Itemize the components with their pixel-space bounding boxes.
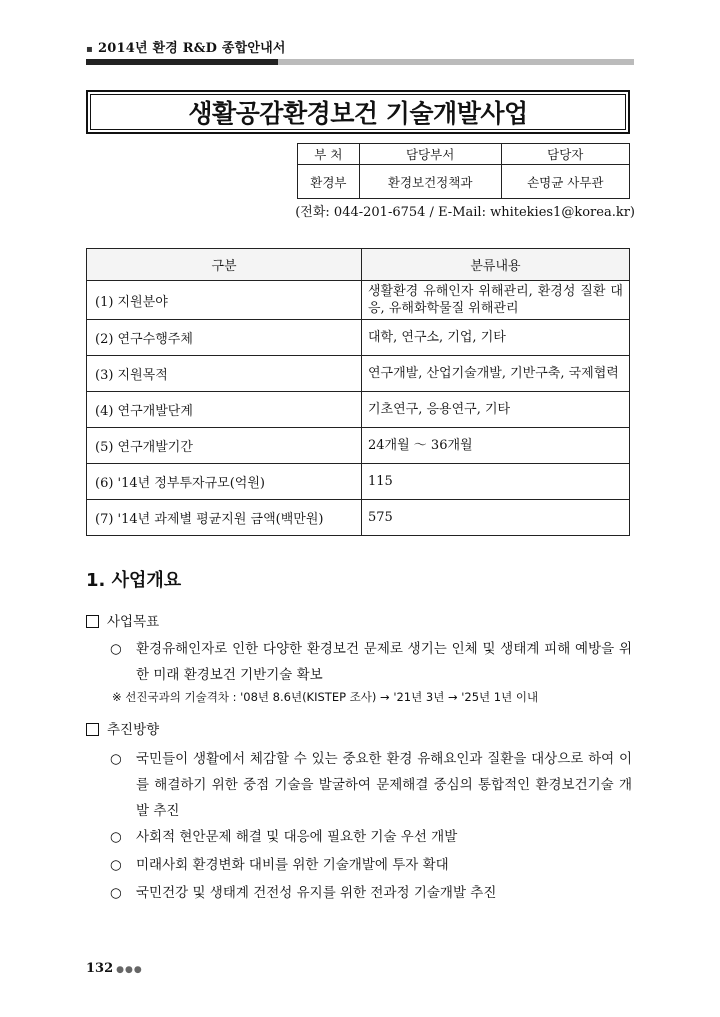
direction-bullet-text: 사회적 현안문제 해결 및 대응에 필요한 기술 우선 개발 — [136, 829, 458, 845]
header-marker: ▪ — [86, 44, 93, 55]
info-header-row — [87, 249, 630, 281]
direction-heading-text: 추진방향 — [107, 722, 160, 738]
table-row — [87, 464, 630, 500]
dept-header-ministry: 부 처 — [298, 144, 360, 165]
dept-ministry: 환경부 — [298, 165, 360, 199]
circle-bullet-icon: ○ — [110, 857, 122, 873]
checkbox-square-icon — [86, 615, 99, 628]
dept-header-officer: 담당자 — [501, 144, 629, 165]
department-table — [297, 143, 630, 199]
checkbox-square-icon — [86, 723, 99, 736]
circle-bullet-icon: ○ — [110, 885, 122, 901]
header-text: 2014년 환경 R&D 종합안내서 — [97, 41, 286, 56]
running-header — [86, 37, 634, 56]
circle-bullet-icon: ○ — [110, 751, 122, 767]
department-header-row — [298, 144, 630, 165]
direction-bullet-text: 국민들이 생활에서 체감할 수 있는 중요한 환경 유해요인과 질환을 대상으로 하여 이를 해결하기 위한 중점 기술을 발굴하여 문제해결 중심의 통합적인 환경보건기술 개발 추진 — [136, 751, 632, 819]
info-header-content: 분류내용 — [362, 249, 630, 281]
page-title: 생활공감환경보건 기술개발사업 — [188, 99, 528, 128]
row-value: 기초연구, 응용연구, 기타 — [362, 392, 630, 428]
table-row — [87, 392, 630, 428]
table-row — [87, 500, 630, 536]
row-value: 115 — [362, 464, 630, 500]
page-footer — [86, 961, 143, 976]
page-number: 132 — [86, 961, 114, 976]
circle-bullet-icon: ○ — [110, 829, 122, 845]
footer-dots-icon: ●●● — [116, 965, 143, 975]
direction-bullet-text: 국민건강 및 생태계 건전성 유지를 위한 전과정 기술개발 추진 — [136, 885, 497, 901]
tech-gap-note: ※ 선진국과의 기술격차 : '08년 8.6년(KISTEP 조사) → '21년 3년 → '25년 1년 이내 — [112, 690, 539, 704]
row-label: (7) '14년 과제별 평균지원 금액(백만원) — [87, 500, 362, 536]
info-header-category: 구분 — [87, 249, 362, 281]
row-value: 575 — [362, 500, 630, 536]
table-row — [87, 320, 630, 356]
dept-division: 환경보건정책과 — [359, 165, 501, 199]
department-value-row — [298, 165, 630, 199]
direction-bullet-text: 미래사회 환경변화 대비를 위한 기술개발에 투자 확대 — [136, 857, 449, 873]
direction-bullet — [110, 880, 632, 906]
row-label: (3) 지원목적 — [87, 356, 362, 392]
goal-heading — [86, 610, 634, 630]
row-label: (6) '14년 정부투자규모(억원) — [87, 464, 362, 500]
circle-bullet-icon: ○ — [110, 641, 122, 657]
dept-header-division: 담당부서 — [359, 144, 501, 165]
row-value: 연구개발, 산업기술개발, 기반구축, 국제협력 — [362, 356, 630, 392]
row-label: (4) 연구개발단계 — [87, 392, 362, 428]
title-box — [86, 90, 630, 134]
contact-info: (전화: 044-201-6754 / E-Mail: whitekies1@korea.kr) — [295, 205, 635, 220]
goal-heading-text: 사업목표 — [107, 614, 160, 630]
goal-bullet — [110, 636, 632, 688]
header-rule — [86, 59, 634, 65]
table-row — [87, 356, 630, 392]
row-value: 24개월 ～ 36개월 — [362, 428, 630, 464]
dept-officer: 손명균 사무관 — [501, 165, 629, 199]
table-row — [87, 428, 630, 464]
table-row — [87, 281, 630, 320]
goal-bullet-text: 환경유해인자로 인한 다양한 환경보건 문제로 생기는 인체 및 생태계 피해 예방을 위한 미래 환경보건 기반기술 확보 — [136, 641, 632, 683]
direction-heading — [86, 718, 634, 738]
row-value: 생활환경 유해인자 위해관리, 환경성 질환 대응, 유해화학물질 위해관리 — [362, 281, 630, 320]
row-label: (5) 연구개발기간 — [87, 428, 362, 464]
row-value: 대학, 연구소, 기업, 기타 — [362, 320, 630, 356]
direction-bullet — [110, 746, 632, 824]
direction-bullet — [110, 852, 632, 878]
row-label: (1) 지원분야 — [87, 281, 362, 320]
direction-bullet — [110, 824, 632, 850]
row-label: (2) 연구수행주체 — [87, 320, 362, 356]
section-title: 1. 사업개요 — [86, 570, 182, 591]
info-table — [86, 248, 630, 536]
